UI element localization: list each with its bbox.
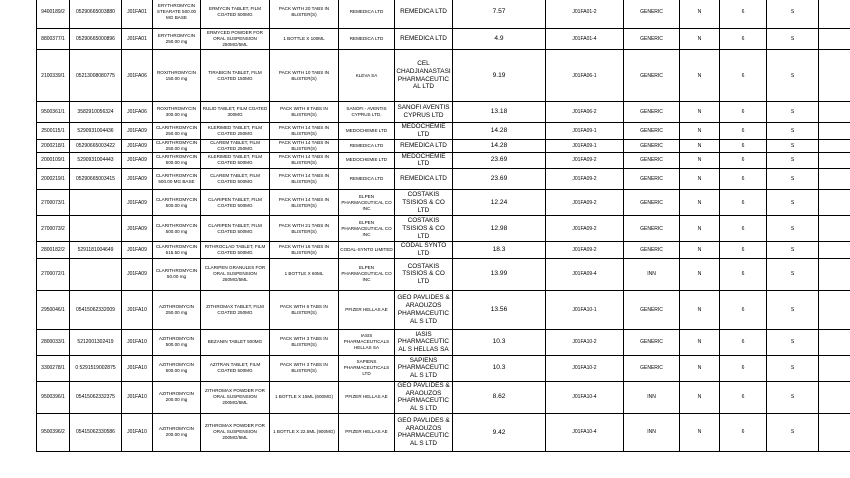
price-cell: 13.56 <box>453 290 546 329</box>
marketing-authorisation-holder-cell: REMEDICA LTD <box>395 139 453 152</box>
table-row <box>37 242 850 259</box>
product-name-cell: AZITRAN TABLET, FILM COATED 500MG <box>201 355 270 381</box>
flag-n-cell: N <box>680 152 720 169</box>
atc-code-cell: J01FA09 <box>122 190 153 216</box>
flag-s-cell: S <box>767 29 819 50</box>
group-code-cell: J01FA09-1 <box>546 123 624 140</box>
distributor-cell: SAPIENS PHARMACEUTICALS LTD <box>339 355 395 381</box>
atc-code-cell: J01FA09 <box>122 258 153 290</box>
group-code-cell: J01FA09-2 <box>546 216 624 242</box>
ingredient-strength-cell: ERYTHROMYCIN STEARATE 500.00 MG BASE <box>153 0 201 29</box>
flag-n-cell: N <box>680 50 720 102</box>
marketing-authorisation-holder-cell: GEO PAVLIDES & ARAOUZOS PHARMACEUTICAL S LTD <box>395 290 453 329</box>
table-row <box>37 102 850 123</box>
price-cell: 7.57 <box>453 0 546 29</box>
column-six-cell: 6 <box>720 355 767 381</box>
price-cell: 14.28 <box>453 123 546 140</box>
group-code-cell: J01FA10-2 <box>546 355 624 381</box>
group-code-cell: J01FA10-1 <box>546 290 624 329</box>
flag-s-cell: S <box>767 139 819 152</box>
price-cell: 4.9 <box>453 29 546 50</box>
distributor-cell: REMEDICA LTD <box>339 29 395 50</box>
product-type-cell: GENERIC <box>624 102 680 123</box>
product-name-cell: RITHROCLAD TABLET, FILM COATED 500MG <box>201 242 270 259</box>
distributor-cell: PFIZER HELLAS AE <box>339 413 395 451</box>
marketing-authorisation-holder-cell: MEDOCHEMIE LTD <box>395 123 453 140</box>
atc-code-cell: J01FA09 <box>122 152 153 169</box>
barcode-cell: 5291181004649 <box>70 242 122 259</box>
distributor-cell: IASIS PHARMACEUTICALS HELLAS SA <box>339 329 395 355</box>
empty-cell-cell <box>819 242 850 259</box>
flag-s-cell: S <box>767 413 819 451</box>
empty-cell-cell <box>819 169 850 190</box>
flag-s-cell: S <box>767 258 819 290</box>
product-id-cell: 2700073/1 <box>37 190 70 216</box>
distributor-cell: ELPEN PHARMACEUTICAL CO INC <box>339 216 395 242</box>
ingredient-strength-cell: CLARITHROMYCIN 500.00 mg <box>153 190 201 216</box>
pack-size-cell: PACK WITH 14 TABS IN BLISTER(S) <box>270 123 339 140</box>
pack-size-cell: PACK WITH 20 TABS IN BLISTER(S) <box>270 0 339 29</box>
group-code-cell: J01FA01-2 <box>546 0 624 29</box>
ingredient-strength-cell: CLARITHROMYCIN 515.50 mg <box>153 242 201 259</box>
pack-size-cell: PACK WITH 16 TABS IN BLISTER(S) <box>270 242 339 259</box>
empty-cell-cell <box>819 329 850 355</box>
distributor-cell: PFIZER HELLAS AE <box>339 381 395 413</box>
table-row <box>37 190 850 216</box>
flag-n-cell: N <box>680 102 720 123</box>
distributor-cell: PFIZER HELLAS AE <box>339 290 395 329</box>
pack-size-cell: PACK WITH 8 TABS IN BLISTER(S) <box>270 102 339 123</box>
product-id-cell: 2950046/1 <box>37 290 70 329</box>
pack-size-cell: PACK WITH 3 TABS IN BLISTER(S) <box>270 355 339 381</box>
product-name-cell: CLARIPEN GRANULES FOR ORAL SUSPENSION 250MG/5ML <box>201 258 270 290</box>
flag-n-cell: N <box>680 216 720 242</box>
barcode-cell: 5290931004443 <box>70 152 122 169</box>
product-id-cell: 2000218/1 <box>37 139 70 152</box>
pack-size-cell: PACK WITH 14 TABS IN BLISTER(S) <box>270 152 339 169</box>
price-list-table <box>36 0 850 452</box>
barcode-cell: 05415062330586 <box>70 413 122 451</box>
empty-cell-cell <box>819 0 850 29</box>
distributor-cell: REMEDICA LTD <box>339 139 395 152</box>
marketing-authorisation-holder-cell: GEO PAVLIDES & ARAOUZOS PHARMACEUTICAL S LTD <box>395 381 453 413</box>
distributor-cell: REMEDICA LTD <box>339 169 395 190</box>
flag-s-cell: S <box>767 290 819 329</box>
marketing-authorisation-holder-cell: REMEDICA LTD <box>395 0 453 29</box>
atc-code-cell: J01FA09 <box>122 216 153 242</box>
atc-code-cell: J01FA10 <box>122 381 153 413</box>
column-six-cell: 6 <box>720 152 767 169</box>
price-cell: 10.3 <box>453 329 546 355</box>
flag-s-cell: S <box>767 216 819 242</box>
flag-s-cell: S <box>767 0 819 29</box>
table-row <box>37 381 850 413</box>
column-six-cell: 6 <box>720 0 767 29</box>
pack-size-cell: PACK WITH 14 TABS IN BLISTER(S) <box>270 190 339 216</box>
marketing-authorisation-holder-cell: REMEDICA LTD <box>395 169 453 190</box>
product-name-cell: ZITHROMAX POWDER FOR ORAL SUSPENSION 200MG/5ML <box>201 413 270 451</box>
product-name-cell: ERMYCED POWDER FOR ORAL SUSPENSION 250MG/5ML <box>201 29 270 50</box>
column-six-cell: 6 <box>720 258 767 290</box>
table-row <box>37 216 850 242</box>
product-type-cell: INN <box>624 381 680 413</box>
product-type-cell: GENERIC <box>624 139 680 152</box>
product-name-cell: KLERIMED TABLET, FILM COATED 500MG <box>201 152 270 169</box>
product-id-cell: 9500361/1 <box>37 102 70 123</box>
atc-code-cell: J01FA09 <box>122 139 153 152</box>
column-six-cell: 6 <box>720 216 767 242</box>
distributor-cell: MEDOCHEMIE LTD <box>339 123 395 140</box>
product-name-cell: BEZANIN TABLET 500MG <box>201 329 270 355</box>
group-code-cell: J01FA01-4 <box>546 29 624 50</box>
price-cell: 12.98 <box>453 216 546 242</box>
empty-cell-cell <box>819 152 850 169</box>
ingredient-strength-cell: AZITHROMYCIN 500.00 mg <box>153 355 201 381</box>
barcode-cell <box>70 216 122 242</box>
column-six-cell: 6 <box>720 102 767 123</box>
empty-cell-cell <box>819 50 850 102</box>
product-id-cell: 2500115/1 <box>37 123 70 140</box>
flag-s-cell: S <box>767 102 819 123</box>
atc-code-cell: J01FA09 <box>122 123 153 140</box>
price-cell: 12.24 <box>453 190 546 216</box>
product-id-cell: 9500396/2 <box>37 413 70 451</box>
distributor-cell: KLEVA SA <box>339 50 395 102</box>
flag-n-cell: N <box>680 329 720 355</box>
marketing-authorisation-holder-cell: COSTAKIS TSISIOS & CO LTD <box>395 216 453 242</box>
pack-size-cell: PACK WITH 10 TABS IN BLISTER(S) <box>270 50 339 102</box>
empty-cell-cell <box>819 290 850 329</box>
pack-size-cell: PACK WITH 14 TABS IN BLISTER(S) <box>270 139 339 152</box>
table-row <box>37 329 850 355</box>
pack-size-cell: PACK WITH 6 TABS IN BLISTER(S) <box>270 290 339 329</box>
price-cell: 9.42 <box>453 413 546 451</box>
product-name-cell: TIRABICIN TABLET, FILM COATED 150MG <box>201 50 270 102</box>
product-id-cell: 9400189/2 <box>37 0 70 29</box>
column-six-cell: 6 <box>720 50 767 102</box>
price-cell: 10.3 <box>453 355 546 381</box>
flag-n-cell: N <box>680 169 720 190</box>
ingredient-strength-cell: AZITHROMYCIN 200.00 mg <box>153 381 201 413</box>
column-six-cell: 6 <box>720 381 767 413</box>
ingredient-strength-cell: ROXITHROMYCIN 150.00 mg <box>153 50 201 102</box>
group-code-cell: J01FA09-4 <box>546 258 624 290</box>
flag-n-cell: N <box>680 290 720 329</box>
product-type-cell: GENERIC <box>624 190 680 216</box>
pack-size-cell: PACK WITH 21 TABS IN BLISTER(S) <box>270 216 339 242</box>
ingredient-strength-cell: ERYTHROMYCIN 250.00 mg <box>153 29 201 50</box>
product-name-cell: CLAREM TABLET, FILM COATED 500MG <box>201 169 270 190</box>
flag-n-cell: N <box>680 139 720 152</box>
flag-s-cell: S <box>767 381 819 413</box>
atc-code-cell: J01FA09 <box>122 169 153 190</box>
column-six-cell: 6 <box>720 139 767 152</box>
empty-cell-cell <box>819 29 850 50</box>
product-type-cell: GENERIC <box>624 169 680 190</box>
marketing-authorisation-holder-cell: IASIS PHARMACEUTICAL S HELLAS SA <box>395 329 453 355</box>
empty-cell-cell <box>819 381 850 413</box>
atc-code-cell: J01FA10 <box>122 290 153 329</box>
empty-cell-cell <box>819 139 850 152</box>
atc-code-cell: J01FA10 <box>122 355 153 381</box>
flag-s-cell: S <box>767 190 819 216</box>
flag-n-cell: N <box>680 355 720 381</box>
column-six-cell: 6 <box>720 169 767 190</box>
product-type-cell: GENERIC <box>624 152 680 169</box>
marketing-authorisation-holder-cell: SANOFI AVENTIS CYPRUS LTD <box>395 102 453 123</box>
empty-cell-cell <box>819 102 850 123</box>
price-cell: 14.28 <box>453 139 546 152</box>
table-row <box>37 29 850 50</box>
ingredient-strength-cell: ROXITHROMYCIN 300.00 mg <box>153 102 201 123</box>
flag-s-cell: S <box>767 355 819 381</box>
flag-n-cell: N <box>680 242 720 259</box>
price-cell: 9.19 <box>453 50 546 102</box>
ingredient-strength-cell: CLARITHROMYCIN 500.00 MG BASE <box>153 169 201 190</box>
product-type-cell: GENERIC <box>624 123 680 140</box>
pack-size-cell: 1 BOTTLE X 22.5ML (900MG) <box>270 413 339 451</box>
atc-code-cell: J01FA06 <box>122 102 153 123</box>
distributor-cell: ELPEN PHARMACEUTICAL CO INC <box>339 190 395 216</box>
barcode-cell: 05290665003415 <box>70 169 122 190</box>
distributor-cell: REMEDICA LTD <box>339 0 395 29</box>
atc-code-cell: J01FA01 <box>122 0 153 29</box>
flag-s-cell: S <box>767 242 819 259</box>
barcode-cell: 5212001302419 <box>70 329 122 355</box>
barcode-cell: 0 5291519002875 <box>70 355 122 381</box>
table-row <box>37 413 850 451</box>
group-code-cell: J01FA10-4 <box>546 381 624 413</box>
empty-cell-cell <box>819 258 850 290</box>
atc-code-cell: J01FA10 <box>122 329 153 355</box>
atc-code-cell: J01FA06 <box>122 50 153 102</box>
barcode-cell: 5290931004436 <box>70 123 122 140</box>
product-id-cell: 8800377/1 <box>37 29 70 50</box>
product-type-cell: GENERIC <box>624 242 680 259</box>
column-six-cell: 6 <box>720 190 767 216</box>
flag-n-cell: N <box>680 0 720 29</box>
table-row <box>37 258 850 290</box>
group-code-cell: J01FA10-2 <box>546 329 624 355</box>
flag-n-cell: N <box>680 381 720 413</box>
barcode-cell: 05213008080775 <box>70 50 122 102</box>
flag-n-cell: N <box>680 413 720 451</box>
table-body <box>37 0 850 451</box>
flag-s-cell: S <box>767 152 819 169</box>
group-code-cell: J01FA10-4 <box>546 413 624 451</box>
atc-code-cell: J01FA09 <box>122 242 153 259</box>
product-name-cell: ZITHROMAX TABLET, FILM COATED 250MG <box>201 290 270 329</box>
column-six-cell: 6 <box>720 123 767 140</box>
empty-cell-cell <box>819 190 850 216</box>
flag-n-cell: N <box>680 29 720 50</box>
distributor-cell: CODAL-SYNTO LIMITED <box>339 242 395 259</box>
product-type-cell: INN <box>624 413 680 451</box>
product-id-cell: 2000109/1 <box>37 152 70 169</box>
product-id-cell: 9500396/1 <box>37 381 70 413</box>
product-id-cell: 2100339/1 <box>37 50 70 102</box>
table-row <box>37 169 850 190</box>
atc-code-cell: J01FA10 <box>122 413 153 451</box>
group-code-cell: J01FA09-2 <box>546 169 624 190</box>
marketing-authorisation-holder-cell: MEDOCHEMIE LTD <box>395 152 453 169</box>
group-code-cell: J01FA09-2 <box>546 152 624 169</box>
column-six-cell: 6 <box>720 290 767 329</box>
ingredient-strength-cell: CLARITHROMYCIN 50.00 mg <box>153 258 201 290</box>
ingredient-strength-cell: CLARITHROMYCIN 500.00 mg <box>153 216 201 242</box>
atc-code-cell: J01FA01 <box>122 29 153 50</box>
group-code-cell: J01FA09-2 <box>546 242 624 259</box>
pack-size-cell: PACK WITH 3 TABS IN BLISTER(S) <box>270 329 339 355</box>
distributor-cell: ELPEN PHARMACEUTICAL CO INC <box>339 258 395 290</box>
product-name-cell: CLARIPEN TABLET, FILM COATED 500MG <box>201 190 270 216</box>
group-code-cell: J01FA06-2 <box>546 102 624 123</box>
table-row <box>37 123 850 140</box>
product-id-cell: 2000219/1 <box>37 169 70 190</box>
table-row <box>37 50 850 102</box>
product-type-cell: GENERIC <box>624 29 680 50</box>
product-name-cell: KLERIMED TABLET, FILM COATED 250MG <box>201 123 270 140</box>
column-six-cell: 6 <box>720 413 767 451</box>
group-code-cell: J01FA06-1 <box>546 50 624 102</box>
flag-n-cell: N <box>680 123 720 140</box>
column-six-cell: 6 <box>720 242 767 259</box>
marketing-authorisation-holder-cell: CEL CHADJIANASTASI PHARMACEUTICAL LTD <box>395 50 453 102</box>
product-type-cell: GENERIC <box>624 0 680 29</box>
product-type-cell: GENERIC <box>624 50 680 102</box>
product-name-cell: ERMYCIN TABLET, FILM COATED 500MG <box>201 0 270 29</box>
ingredient-strength-cell: AZITHROMYCIN 500.00 mg <box>153 329 201 355</box>
marketing-authorisation-holder-cell: GEO PAVLIDES & ARAOUZOS PHARMACEUTICAL S LTD <box>395 413 453 451</box>
barcode-cell <box>70 190 122 216</box>
product-type-cell: GENERIC <box>624 216 680 242</box>
product-id-cell: 3300278/1 <box>37 355 70 381</box>
price-cell: 23.69 <box>453 152 546 169</box>
ingredient-strength-cell: AZITHROMYCIN 250.00 mg <box>153 290 201 329</box>
product-id-cell: 2700073/2 <box>37 216 70 242</box>
marketing-authorisation-holder-cell: REMEDICA LTD <box>395 29 453 50</box>
product-id-cell: 2800033/1 <box>37 329 70 355</box>
distributor-cell: MEDOCHEMIE LTD <box>339 152 395 169</box>
barcode-cell: 05290665000896 <box>70 29 122 50</box>
group-code-cell: J01FA09-1 <box>546 139 624 152</box>
flag-n-cell: N <box>680 190 720 216</box>
price-cell: 13.18 <box>453 102 546 123</box>
pack-size-cell: PACK WITH 14 TABS IN BLISTER(S) <box>270 169 339 190</box>
column-six-cell: 6 <box>720 29 767 50</box>
price-cell: 18.3 <box>453 242 546 259</box>
column-six-cell: 6 <box>720 329 767 355</box>
price-cell: 13.99 <box>453 258 546 290</box>
product-type-cell: GENERIC <box>624 355 680 381</box>
price-cell: 23.69 <box>453 169 546 190</box>
pack-size-cell: 1 BOTTLE X 100ML <box>270 29 339 50</box>
barcode-cell: 3582910056324 <box>70 102 122 123</box>
product-id-cell: 2700072/1 <box>37 258 70 290</box>
flag-n-cell: N <box>680 258 720 290</box>
group-code-cell: J01FA09-2 <box>546 190 624 216</box>
table-row <box>37 139 850 152</box>
marketing-authorisation-holder-cell: COSTAKIS TSISIOS & CO LTD <box>395 258 453 290</box>
marketing-authorisation-holder-cell: COSTAKIS TSISIOS & CO LTD <box>395 190 453 216</box>
product-type-cell: GENERIC <box>624 290 680 329</box>
table-row <box>37 152 850 169</box>
flag-s-cell: S <box>767 123 819 140</box>
marketing-authorisation-holder-cell: CODAL SYNTO LTD <box>395 242 453 259</box>
distributor-cell: SANOFI - AVENTIS CYPRUS LTD. <box>339 102 395 123</box>
barcode-cell: 05290665003880 <box>70 0 122 29</box>
table-row <box>37 290 850 329</box>
product-name-cell: CLARIPEN TABLET, FILM COATED 500MG <box>201 216 270 242</box>
product-id-cell: 2800182/2 <box>37 242 70 259</box>
product-name-cell: ZITHROMAX POWDER FOR ORAL SUSPENSION 200MG/5ML <box>201 381 270 413</box>
empty-cell-cell <box>819 355 850 381</box>
product-name-cell: CLAREM TABLET, FILM COATED 250MG <box>201 139 270 152</box>
flag-s-cell: S <box>767 329 819 355</box>
empty-cell-cell <box>819 123 850 140</box>
ingredient-strength-cell: CLARITHROMYCIN 250.00 mg <box>153 123 201 140</box>
marketing-authorisation-holder-cell: SAPIENS PHARMACEUTICAL S LTD <box>395 355 453 381</box>
barcode-cell: 05290665003422 <box>70 139 122 152</box>
empty-cell-cell <box>819 413 850 451</box>
ingredient-strength-cell: AZITHROMYCIN 200.00 mg <box>153 413 201 451</box>
product-name-cell: RULID TABLET, FILM COATED 300MG <box>201 102 270 123</box>
table-row <box>37 0 850 29</box>
flag-s-cell: S <box>767 169 819 190</box>
product-type-cell: GENERIC <box>624 329 680 355</box>
table-row <box>37 355 850 381</box>
flag-s-cell: S <box>767 50 819 102</box>
barcode-cell <box>70 258 122 290</box>
barcode-cell: 05415062332009 <box>70 290 122 329</box>
product-type-cell: INN <box>624 258 680 290</box>
pack-size-cell: 1 BOTTLE X 60ML <box>270 258 339 290</box>
empty-cell-cell <box>819 216 850 242</box>
pack-size-cell: 1 BOTTLE X 15ML (600MG) <box>270 381 339 413</box>
barcode-cell: 05415062332375 <box>70 381 122 413</box>
ingredient-strength-cell: CLARITHROMYCIN 500.00 mg <box>153 152 201 169</box>
ingredient-strength-cell: CLARITHROMYCIN 250.00 mg <box>153 139 201 152</box>
price-cell: 8.62 <box>453 381 546 413</box>
